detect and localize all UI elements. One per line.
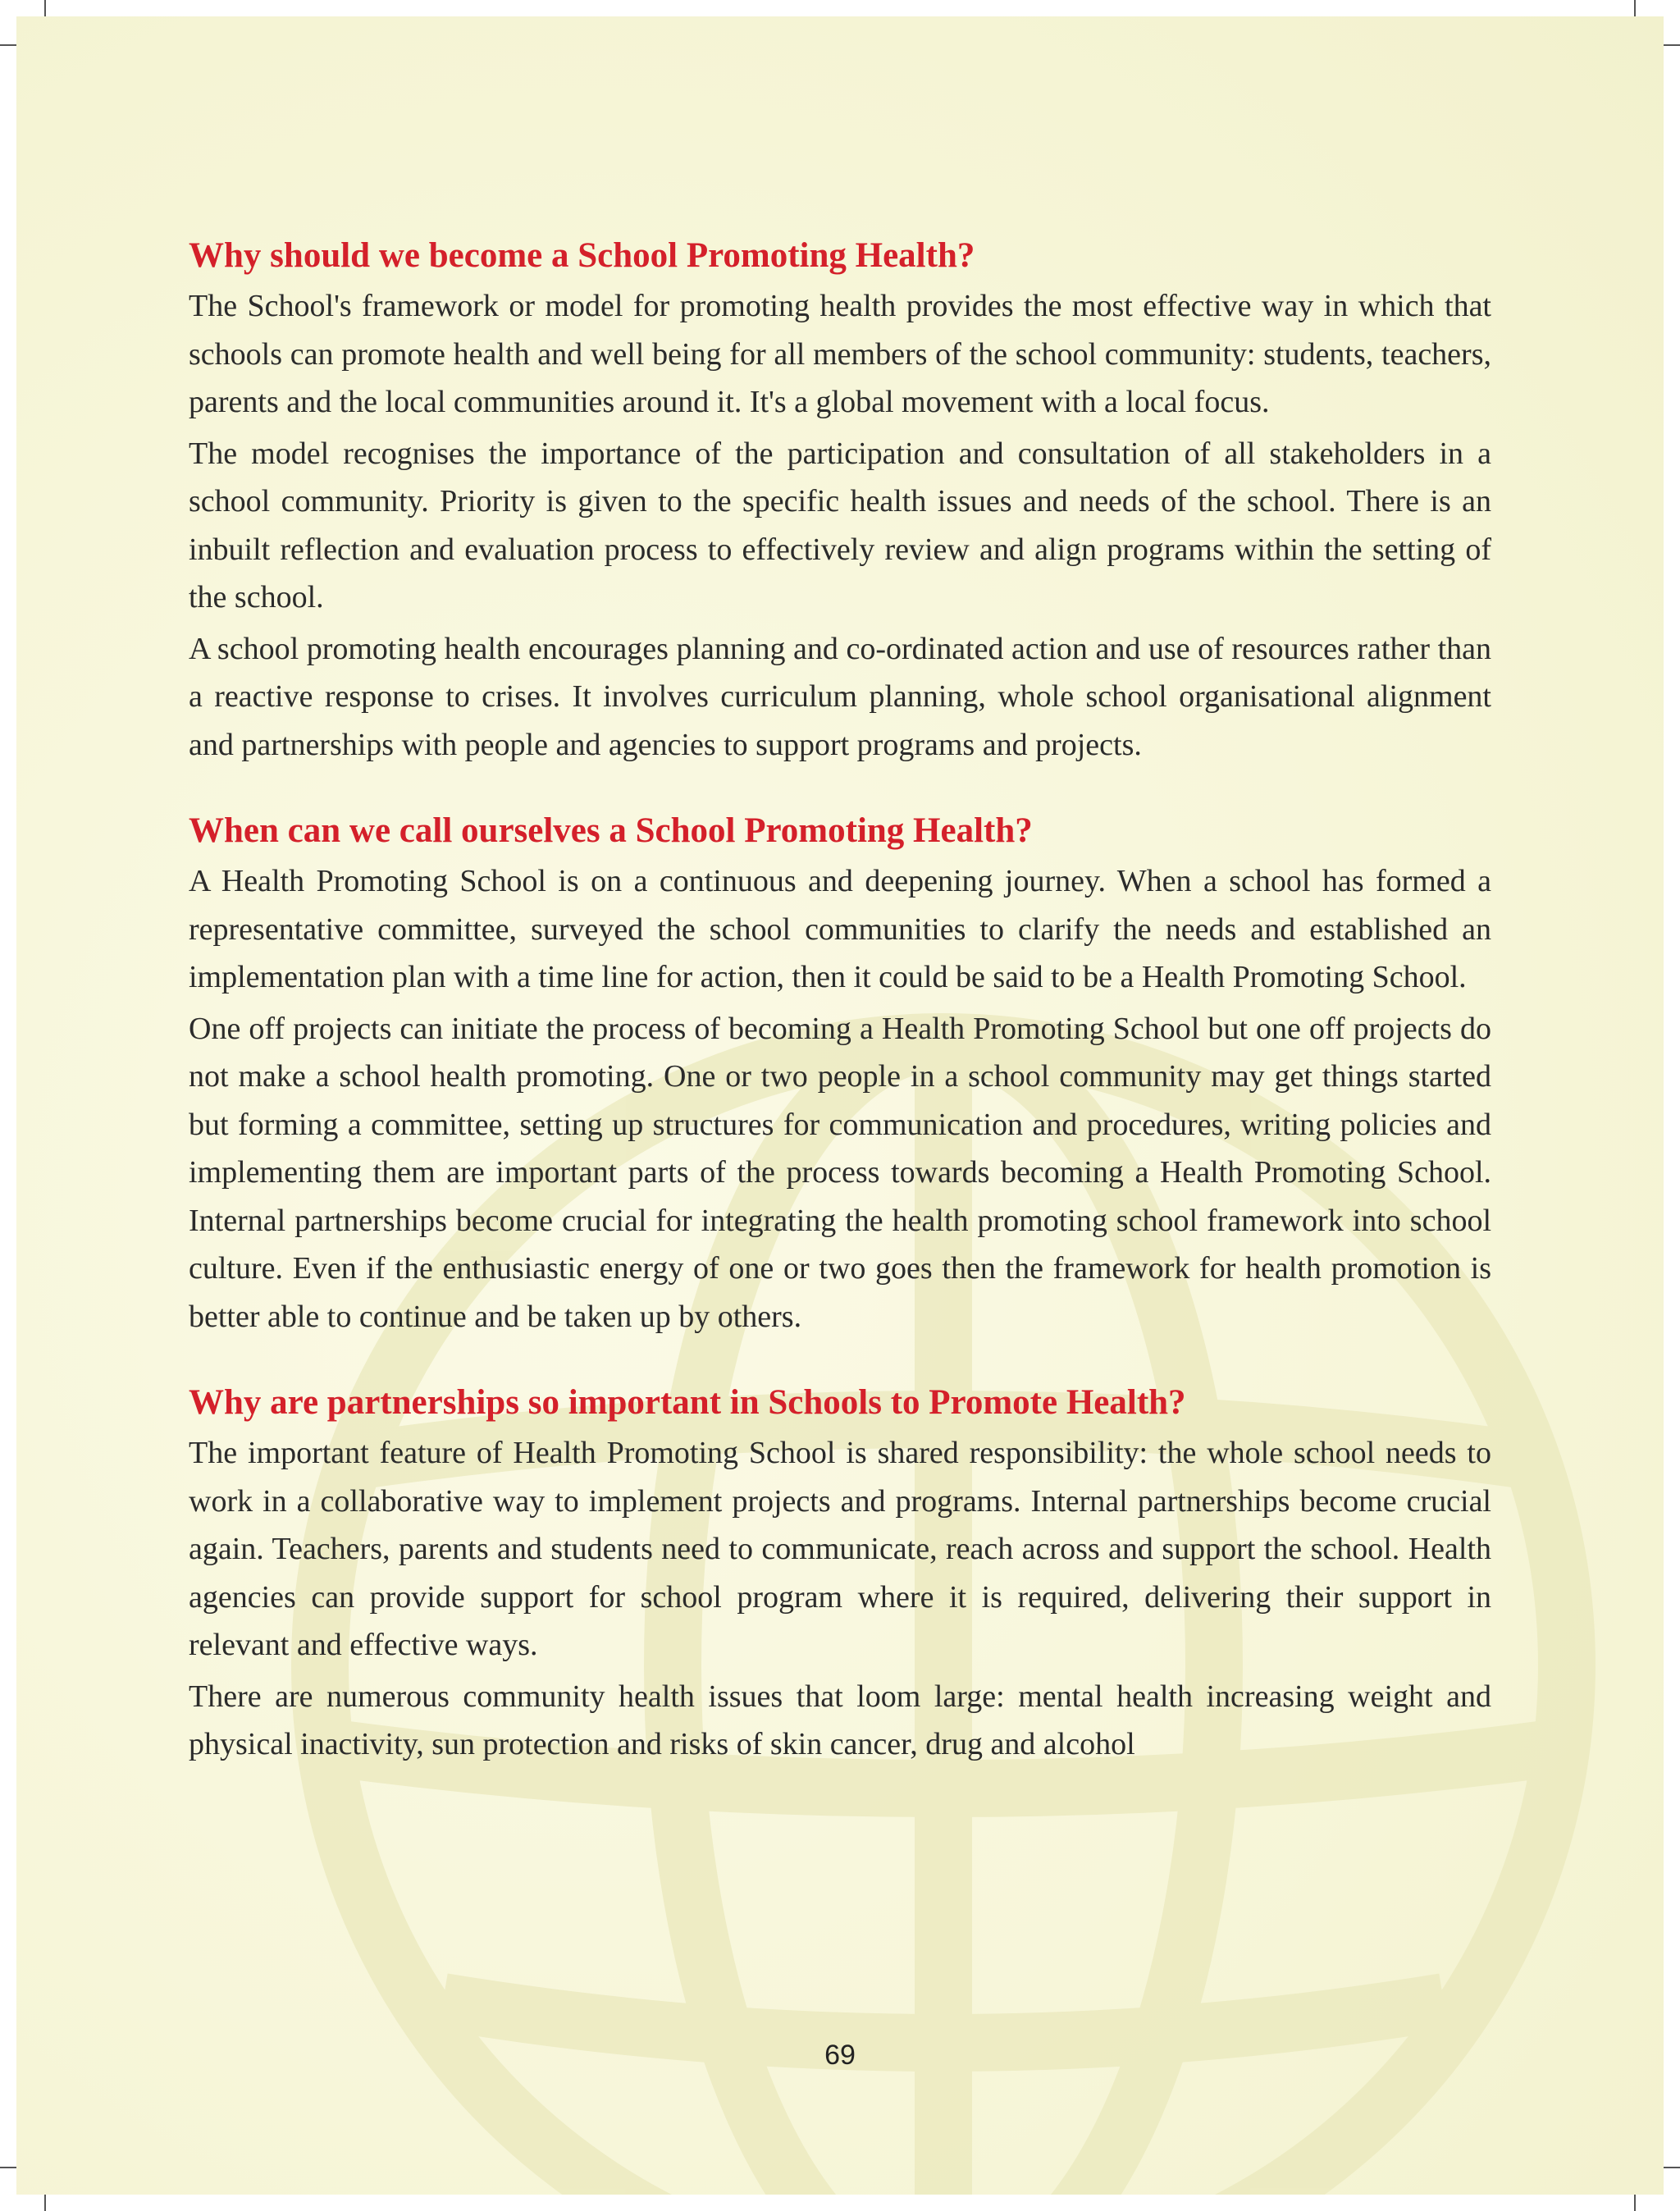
- section-why-partnerships: [189, 1378, 1491, 1769]
- paragraph: There are numerous community health issues that loom large: mental health increasing weight and physical inactivity, sun protection and risks of skin cancer, drug and alcohol: [189, 1679, 1491, 1761]
- paragraph: A Health Promoting School is on a continuous and deepening journey. When a school has formed a representative committee, surveyed the school communities to clarify the needs and established an implementation plan with a time line for action, then it could be said to be a Health Promoting School.: [189, 864, 1491, 994]
- section-why-become: [189, 231, 1491, 769]
- paragraph: The model recognises the importance of the participation and consultation of all stakeholders in a school community. Priority is given to the specific health issues and needs of the school. There is an inbuilt reflection and evaluation process to effectively review and align programs within the setting of the school.: [189, 436, 1491, 614]
- page-number: 69: [824, 2040, 856, 2071]
- paragraph: The School's framework or model for promoting health provides the most effective way in which that schools can promote health and well being for all members of the school community: students, teachers, parents and the local communities around it. It's a global movement with a local focus.: [189, 289, 1491, 419]
- section-heading: Why are partnerships so important in Schools to Promote Health?: [189, 1383, 1186, 1422]
- paragraph: The important feature of Health Promoting School is shared responsibility: the whole school needs to work in a collaborative way to implement projects and programs. Internal partnerships become crucial again. Teachers, parents and students need to communicate, reach across and support the school. Health agencies can provide support for school program where it is required, delivering their support in relevant and effective ways.: [189, 1436, 1491, 1662]
- page-content: [189, 231, 1491, 1807]
- paragraph: A school promoting health encourages planning and co-ordinated action and use of resources rather than a reactive response to crises. It involves curriculum planning, whole school organisational alignment and partnerships with people and agencies to support programs and projects.: [189, 631, 1491, 762]
- section-heading: Why should we become a School Promoting Health?: [189, 236, 975, 275]
- section-when-call-ourselves: [189, 806, 1491, 1341]
- section-heading: When can we call ourselves a School Promoting Health?: [189, 811, 1033, 850]
- paragraph: One off projects can initiate the process of becoming a Health Promoting School but one off projects do not make a school health promoting. One or two people in a school community may get things started but forming a committee, setting up structures for communication and procedures, writing policies and implementing them are important parts of the process towards becoming a Health Promoting School. Internal partnerships become crucial for integrating the health promoting school framework into school culture. Even if the enthusiastic energy of one or two goes then the framework for health promotion is better able to continue and be taken up by others.: [189, 1011, 1491, 1334]
